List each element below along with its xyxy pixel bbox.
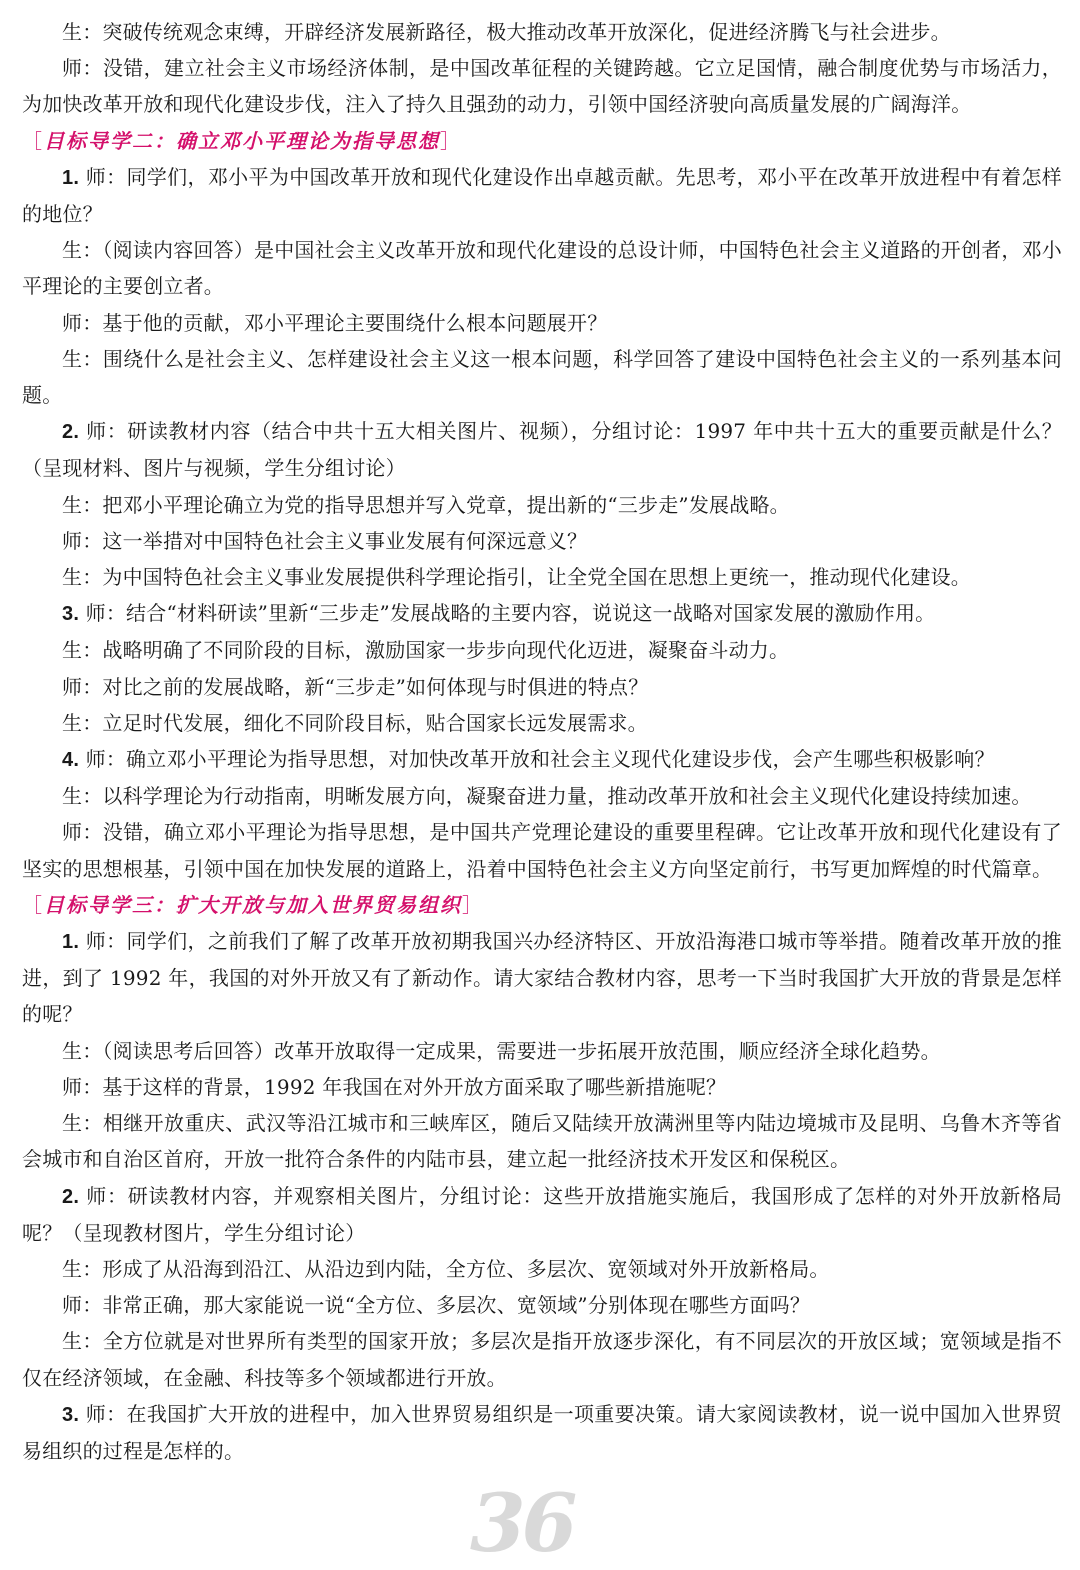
dialogue-paragraph (22, 705, 1062, 741)
paragraph-text: 生：突破传统观念束缚，开辟经济发展新路径，极大推动改革开放深化，促进经济腾飞与社会进步。 (62, 20, 951, 44)
paragraph-text: 生：（阅读思考后回答）改革开放取得一定成果，需要进一步拓展开放范围，顺应经济全球化趋势。 (62, 1038, 941, 1063)
paragraph-text: 师：对比之前的发展战略，新“三步走”如何体现与时俱进的特点？ (62, 674, 649, 699)
question-number: 3. (62, 603, 80, 626)
paragraph-text: 生：形成了从沿海到沿江、从沿边到内陆，全方位、多层次、宽领域对外开放新格局。 (62, 1256, 830, 1281)
dialogue-paragraph (22, 923, 1062, 1033)
page-number: 36 (470, 1476, 574, 1570)
section-heading (22, 887, 1062, 923)
dialogue-paragraph (22, 559, 1062, 595)
bracket-left: ［ (22, 128, 44, 153)
question-number: 2. (62, 1185, 80, 1208)
document-body (22, 14, 1062, 1469)
dialogue-paragraph (22, 305, 1062, 341)
paragraph-text: 师：研读教材内容，并观察相关图片，分组讨论：这些开放措施实施后，我国形成了怎样的对外开放新格局呢？（呈现教材图片，学生分组讨论） (22, 1183, 1062, 1245)
dialogue-paragraph (22, 14, 1062, 50)
paragraph-text: 生：相继开放重庆、武汉等沿江城市和三峡库区，随后又陆续开放满洲里等内陆边境城市及昆明、乌鲁木齐等省会城市和自治区首府，开放一批符合条件的内陆市县，建立起一批经济技术开发区和保税区。 (22, 1111, 1062, 1172)
question-number: 1. (62, 931, 80, 954)
dialogue-paragraph (22, 1178, 1062, 1251)
bracket-right: ］ (462, 892, 484, 917)
dialogue-paragraph (22, 814, 1062, 886)
dialogue-paragraph (22, 1033, 1062, 1069)
paragraph-text: 师：结合“材料研读”里新“三步走”发展战略的主要内容，说说这一战略对国家发展的激励作用。 (85, 601, 936, 626)
dialogue-paragraph (22, 1251, 1062, 1287)
paragraph-text: 师：这一举措对中国特色社会主义事业发展有何深远意义？ (62, 528, 588, 553)
bracket-right: ］ (440, 128, 462, 153)
paragraph-text: 师：非常正确，那大家能说一说“全方位、多层次、宽领域”分别体现在哪些方面吗？ (62, 1293, 811, 1318)
question-number: 1. (62, 166, 80, 189)
dialogue-paragraph (22, 1396, 1062, 1469)
dialogue-paragraph (22, 595, 1062, 632)
dialogue-paragraph (22, 487, 1062, 523)
paragraph-text: 师：基于他的贡献，邓小平理论主要围绕什么根本问题展开？ (62, 310, 608, 335)
paragraph-text: 师：在我国扩大开放的进程中，加入世界贸易组织是一项重要决策。请大家阅读教材，说一说中国加入世界贸易组织的过程是怎样的。 (22, 1401, 1062, 1463)
paragraph-text: 生：为中国特色社会主义事业发展提供科学理论指引，让全党全国在思想上更统一，推动现代化建设。 (62, 565, 971, 590)
section-heading (22, 123, 1062, 159)
paragraph-text: 师：同学们，邓小平为中国改革开放和现代化建设作出卓越贡献。先思考，邓小平在改革开放进程中有着怎样的地位？ (22, 164, 1062, 227)
paragraph-text: 生：战略明确了不同阶段的目标，激励国家一步步向现代化迈进，凝聚奋斗动力。 (62, 638, 790, 663)
dialogue-paragraph (22, 232, 1062, 304)
dialogue-paragraph (22, 1287, 1062, 1323)
paragraph-text: 师：没错，确立邓小平理论为指导思想，是中国共产党理论建设的重要里程碑。它让改革开放和现代化建设有了坚实的思想根基，引领中国在加快发展的道路上，沿着中国特色社会主义方向坚定前行，书写更加辉煌的时代篇章。 (22, 820, 1062, 881)
dialogue-paragraph (22, 1323, 1062, 1395)
question-number: 3. (62, 1403, 80, 1426)
dialogue-paragraph (22, 1069, 1062, 1105)
question-number: 2. (62, 421, 80, 444)
dialogue-paragraph (22, 741, 1062, 778)
bracket-left: ［ (22, 892, 44, 917)
paragraph-text: 师：没错，建立社会主义市场经济体制，是中国改革征程的关键跨越。它立足国情，融合制度优势与市场活力，为加快改革开放和现代化建设步伐，注入了持久且强劲的动力，引领中国经济驶向高质量发展的广阔海洋。 (22, 56, 1062, 117)
dialogue-paragraph (22, 1105, 1062, 1177)
paragraph-text: 师：同学们，之前我们了解了改革开放初期我国兴办经济特区、开放沿海港口城市等举措。随着改革开放的推进，到了 1992 年，我国的对外开放又有了新动作。请大家结合教材内容，思考一下当时我国扩大开放的背景是怎样的呢？ (22, 929, 1062, 1027)
paragraph-text: 师：基于这样的背景，1992 年我国在对外开放方面采取了哪些新措施呢？ (62, 1074, 727, 1099)
paragraph-text: 师：确立邓小平理论为指导思想，对加快改革开放和社会主义现代化建设步伐，会产生哪些积极影响？ (85, 747, 995, 772)
section-heading-text: 目标导学二：确立邓小平理论为指导思想 (44, 128, 440, 153)
dialogue-paragraph (22, 778, 1062, 814)
paragraph-text: 生：（阅读内容回答）是中国社会主义改革开放和现代化建设的总设计师，中国特色社会主义道路的开创者，邓小平理论的主要创立者。 (22, 238, 1062, 299)
section-heading-text: 目标导学三：扩大开放与加入世界贸易组织 (44, 892, 462, 917)
paragraph-text: 生：立足时代发展，细化不同阶段目标，贴合国家长远发展需求。 (62, 710, 648, 735)
dialogue-paragraph (22, 523, 1062, 559)
question-number: 4. (62, 749, 80, 772)
dialogue-paragraph (22, 413, 1062, 486)
dialogue-paragraph (22, 50, 1062, 122)
paragraph-text: 师：研读教材内容（结合中共十五大相关图片、视频），分组讨论：1997 年中共十五大的重要贡献是什么？（呈现材料、图片与视频，学生分组讨论） (22, 419, 1062, 481)
dialogue-paragraph (22, 669, 1062, 705)
dialogue-paragraph (22, 341, 1062, 413)
dialogue-paragraph (22, 632, 1062, 668)
paragraph-text: 生：围绕什么是社会主义、怎样建设社会主义这一根本问题，科学回答了建设中国特色社会主义的一系列基本问题。 (22, 346, 1062, 408)
paragraph-text: 生：把邓小平理论确立为党的指导思想并写入党章，提出新的“三步走”发展战略。 (62, 492, 790, 517)
dialogue-paragraph (22, 159, 1062, 232)
paragraph-text: 生：以科学理论为行动指南，明晰发展方向，凝聚奋进力量，推动改革开放和社会主义现代化建设持续加速。 (62, 784, 1032, 809)
paragraph-text: 生：全方位就是对世界所有类型的国家开放；多层次是指开放逐步深化，有不同层次的开放区域；宽领域是指不仅在经济领域，在金融、科技等多个领域都进行开放。 (22, 1329, 1062, 1390)
